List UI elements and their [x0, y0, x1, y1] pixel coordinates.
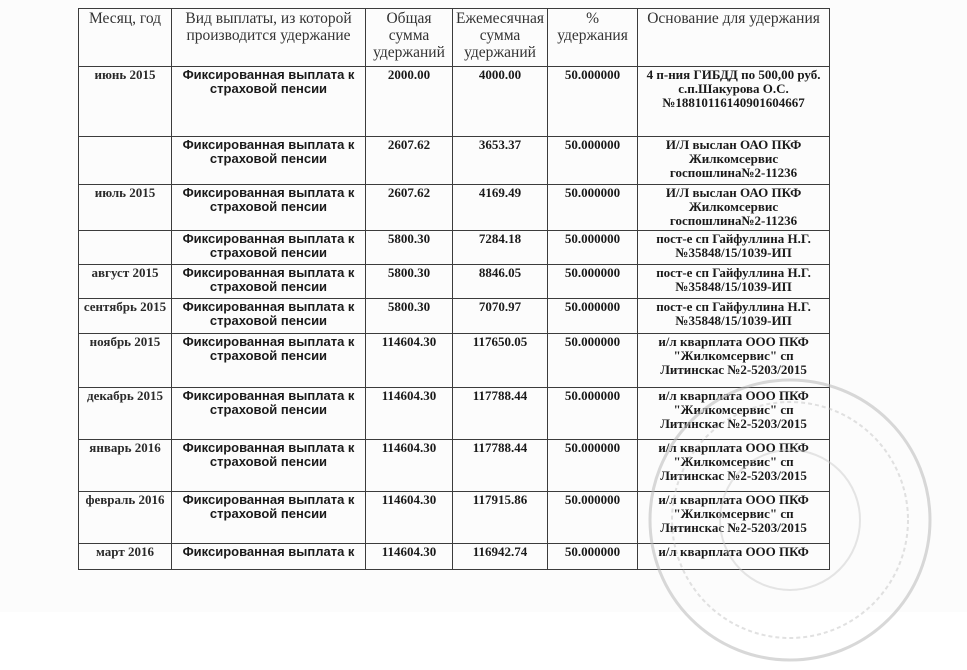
cell-payment-type: Фиксированная выплата к: [172, 544, 366, 570]
cell-payment-type: Фиксированная выплата к страховой пенсии: [172, 388, 366, 440]
cell-month: декабрь 2015: [79, 388, 172, 440]
table-row: [79, 185, 830, 231]
cell-month: февраль 2016: [79, 492, 172, 544]
cell-basis: И/Л выслан ОАО ПКФ Жилкомсервис госпошлина№2-11236: [638, 137, 830, 185]
cell-payment-type: Фиксированная выплата к страховой пенсии: [172, 185, 366, 231]
header-row: [79, 9, 830, 67]
table-row: [79, 299, 830, 334]
cell-percent: 50.000000: [548, 334, 638, 388]
cell-monthly: 117788.44: [453, 440, 548, 492]
cell-percent: 50.000000: [548, 137, 638, 185]
cell-month: июль 2015: [79, 185, 172, 231]
table-row: [79, 492, 830, 544]
cell-percent: 50.000000: [548, 492, 638, 544]
cell-month: [79, 231, 172, 265]
header-month: Месяц, год: [79, 9, 172, 67]
table-row: [79, 231, 830, 265]
cell-total: 5800.30: [366, 299, 453, 334]
header-total: Общая сумма удержаний: [366, 9, 453, 67]
cell-basis: и/л кварплата ООО ПКФ "Жилкомсервис" сп Литинскас №2-5203/2015: [638, 388, 830, 440]
cell-monthly: 3653.37: [453, 137, 548, 185]
table-row: [79, 334, 830, 388]
cell-total: 114604.30: [366, 334, 453, 388]
cell-monthly: 116942.74: [453, 544, 548, 570]
cell-payment-type: Фиксированная выплата к страховой пенсии: [172, 334, 366, 388]
cell-basis: И/Л выслан ОАО ПКФ Жилкомсервис госпошлина№2-11236: [638, 185, 830, 231]
cell-percent: 50.000000: [548, 388, 638, 440]
table-row: [79, 388, 830, 440]
table-row: [79, 67, 830, 137]
cell-payment-type: Фиксированная выплата к страховой пенсии: [172, 137, 366, 185]
header-basis: Основание для удержания: [638, 9, 830, 67]
cell-payment-type: Фиксированная выплата к страховой пенсии: [172, 67, 366, 137]
cell-percent: 50.000000: [548, 231, 638, 265]
header-monthly: Ежемесячная сумма удержаний: [453, 9, 548, 67]
cell-month: ноябрь 2015: [79, 334, 172, 388]
table-row: [79, 544, 830, 570]
cell-total: 114604.30: [366, 440, 453, 492]
cell-payment-type: Фиксированная выплата к страховой пенсии: [172, 265, 366, 299]
cell-monthly: 4000.00: [453, 67, 548, 137]
header-percent: % удержания: [548, 9, 638, 67]
cell-basis: 4 п-ния ГИБДД по 500,00 руб. с.п.Шакурова О.С.№18810116140901604667: [638, 67, 830, 137]
cell-percent: 50.000000: [548, 544, 638, 570]
cell-total: 2607.62: [366, 137, 453, 185]
cell-percent: 50.000000: [548, 185, 638, 231]
cell-basis: и/л кварплата ООО ПКФ "Жилкомсервис" сп Литинскас №2-5203/2015: [638, 492, 830, 544]
cell-total: 5800.30: [366, 265, 453, 299]
cell-percent: 50.000000: [548, 299, 638, 334]
cell-total: 5800.30: [366, 231, 453, 265]
cell-basis: пост-е сп Гайфуллина Н.Г.№35848/15/1039-ИП: [638, 231, 830, 265]
cell-payment-type: Фиксированная выплата к страховой пенсии: [172, 440, 366, 492]
cell-total: 114604.30: [366, 492, 453, 544]
cell-monthly: 8846.05: [453, 265, 548, 299]
table-row: [79, 440, 830, 492]
cell-basis: пост-е сп Гайфуллина Н.Г.№35848/15/1039-ИП: [638, 299, 830, 334]
table-row: [79, 137, 830, 185]
cell-payment-type: Фиксированная выплата к страховой пенсии: [172, 299, 366, 334]
cell-month: август 2015: [79, 265, 172, 299]
cell-payment-type: Фиксированная выплата к страховой пенсии: [172, 231, 366, 265]
cell-total: 2607.62: [366, 185, 453, 231]
cell-month: январь 2016: [79, 440, 172, 492]
cell-monthly: 117788.44: [453, 388, 548, 440]
cell-percent: 50.000000: [548, 265, 638, 299]
cell-payment-type: Фиксированная выплата к страховой пенсии: [172, 492, 366, 544]
cell-basis: пост-е сп Гайфуллина Н.Г.№35848/15/1039-ИП: [638, 265, 830, 299]
cell-total: 2000.00: [366, 67, 453, 137]
deductions-table: [78, 8, 830, 570]
cell-monthly: 7070.97: [453, 299, 548, 334]
cell-percent: 50.000000: [548, 67, 638, 137]
cell-monthly: 7284.18: [453, 231, 548, 265]
cell-month: сентябрь 2015: [79, 299, 172, 334]
cell-monthly: 117915.86: [453, 492, 548, 544]
cell-total: 114604.30: [366, 388, 453, 440]
cell-month: июнь 2015: [79, 67, 172, 137]
cell-percent: 50.000000: [548, 440, 638, 492]
cell-basis: и/л кварплата ООО ПКФ "Жилкомсервис" сп Литинскас №2-5203/2015: [638, 334, 830, 388]
cell-monthly: 117650.05: [453, 334, 548, 388]
header-payment-type: Вид выплаты, из которой производится удержание: [172, 9, 366, 67]
cell-monthly: 4169.49: [453, 185, 548, 231]
cell-total: 114604.30: [366, 544, 453, 570]
cell-month: март 2016: [79, 544, 172, 570]
cell-basis: и/л кварплата ООО ПКФ: [638, 544, 830, 570]
cell-month: [79, 137, 172, 185]
cell-basis: и/л кварплата ООО ПКФ "Жилкомсервис" сп Литинскас №2-5203/2015: [638, 440, 830, 492]
table-row: [79, 265, 830, 299]
